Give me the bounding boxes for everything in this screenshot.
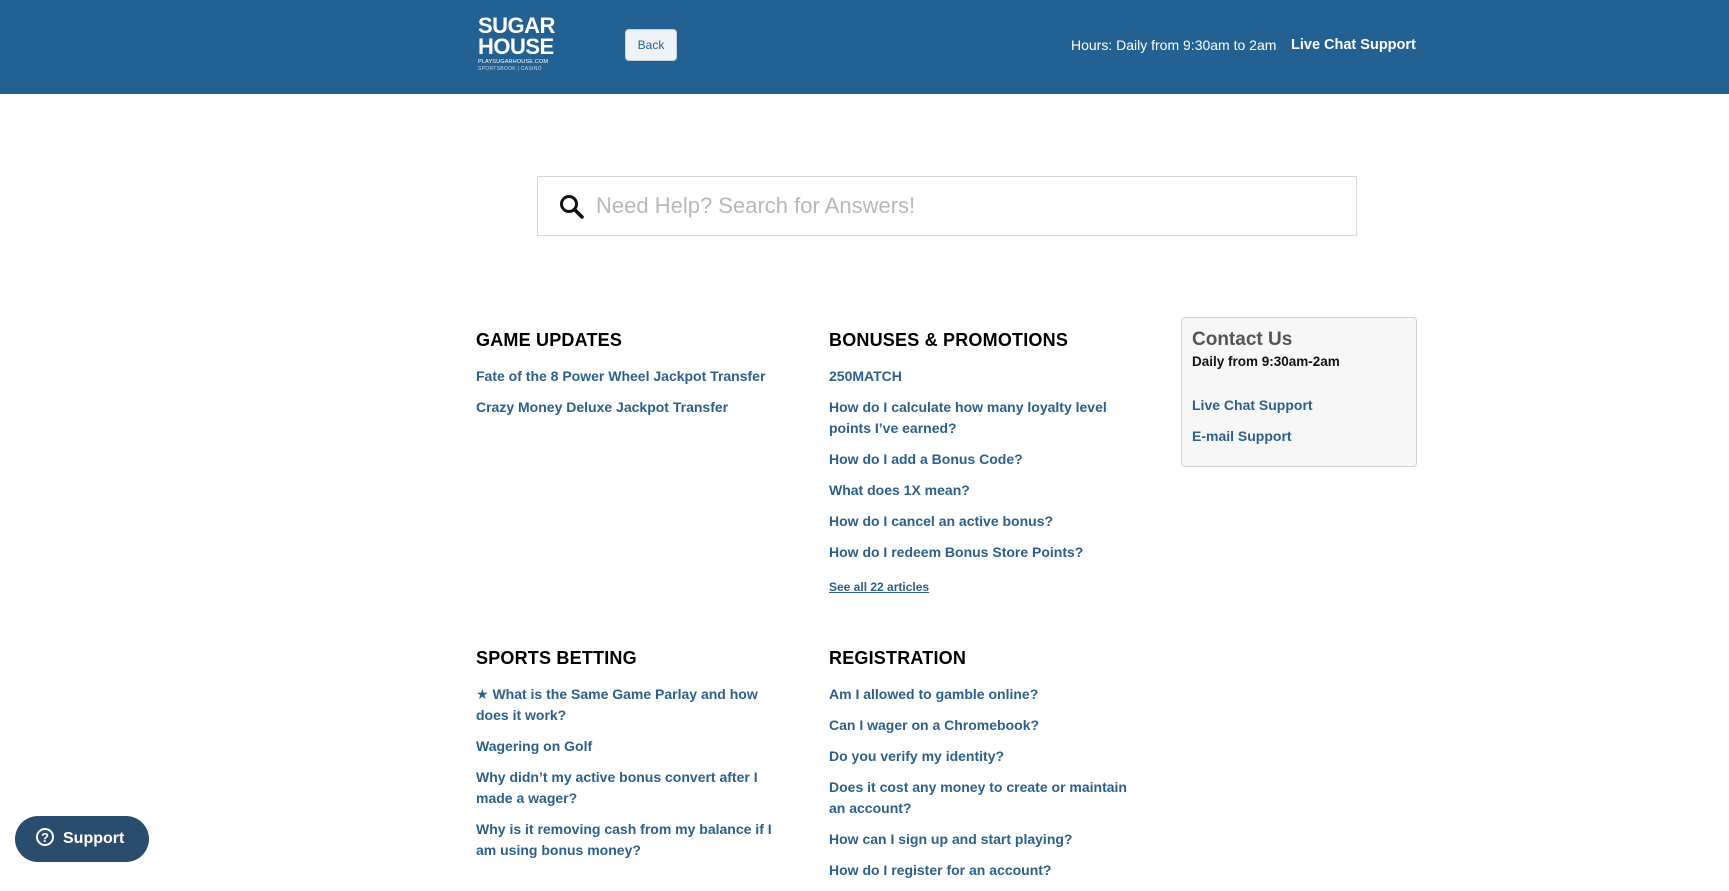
article-link[interactable]: ★ What is the Same Game Parlay and how does it work? (476, 686, 758, 723)
support-label: Support (63, 830, 125, 847)
article-link[interactable]: Why is it removing cash from my balance if I am using bonus money? (476, 821, 772, 858)
site-header (0, 0, 1729, 94)
see-all-articles-link[interactable]: See all 22 articles (829, 580, 930, 594)
contact-title: Contact Us (1192, 329, 1293, 350)
section-game-updates (476, 329, 786, 428)
contact-email-link[interactable]: E-mail Support (1192, 428, 1292, 444)
article-link[interactable]: Why didn’t my active bonus convert after I made a wager? (476, 769, 758, 806)
section-registration (829, 647, 1139, 891)
article-link[interactable]: Wagering on Golf (476, 738, 593, 754)
article-link[interactable]: Can I wager on a Chromebook? (829, 717, 1040, 733)
article-link[interactable]: How do I register for an account? (829, 862, 1052, 878)
article-link[interactable]: How do I redeem Bonus Store Points? (829, 544, 1084, 560)
article-link[interactable]: Do you verify my identity? (829, 748, 1005, 764)
logo-line-1: SUGAR (478, 13, 555, 38)
section-title: BONUSES & PROMOTIONS (829, 330, 1069, 350)
article-link[interactable]: 250MATCH (829, 368, 902, 384)
article-list (476, 366, 786, 418)
article-link[interactable]: Am I allowed to gamble online? (829, 686, 1039, 702)
header-live-chat-link[interactable]: Live Chat Support (1291, 37, 1416, 53)
article-link[interactable]: How do I add a Bonus Code? (829, 451, 1023, 467)
logo-line-2: HOUSE (478, 34, 554, 59)
contact-hours: Daily from 9:30am-2am (1192, 354, 1340, 369)
support-widget-button[interactable] (15, 816, 149, 862)
article-link[interactable]: How do I calculate how many loyalty level points I’ve earned? (829, 399, 1107, 436)
section-title: SPORTS BETTING (476, 648, 637, 668)
article-link[interactable]: How can I sign up and start playing? (829, 831, 1073, 847)
search-input[interactable] (596, 187, 1336, 225)
back-button[interactable]: Back (625, 29, 677, 61)
article-link[interactable]: How do I cancel an active bonus? (829, 513, 1054, 529)
search-icon (558, 193, 586, 221)
search-bar[interactable] (537, 176, 1357, 236)
article-link[interactable]: What does 1X mean? (829, 482, 970, 498)
article-link[interactable]: Does it cost any money to create or maintain an account? (829, 779, 1127, 816)
article-list (829, 684, 1139, 881)
logo-line-4: SPORTSBOOK | CASINO (478, 66, 542, 72)
logo-line-3: PLAYSUGARHOUSE.COM (478, 59, 549, 65)
help-question-icon: ? (36, 828, 54, 846)
sugarhouse-logo[interactable] (478, 13, 555, 75)
section-title: REGISTRATION (829, 648, 967, 668)
article-link[interactable]: Fate of the 8 Power Wheel Jackpot Transfer (476, 368, 766, 384)
contact-live-chat-link[interactable]: Live Chat Support (1192, 397, 1313, 413)
article-link[interactable]: Crazy Money Deluxe Jackpot Transfer (476, 399, 729, 415)
section-sports-betting (476, 647, 776, 871)
contact-us-panel (1181, 317, 1417, 467)
section-bonuses-promotions (829, 329, 1129, 598)
section-title: GAME UPDATES (476, 330, 623, 350)
article-list (476, 684, 776, 861)
support-hours: Hours: Daily from 9:30am to 2am (1071, 37, 1277, 53)
article-list (829, 366, 1129, 563)
